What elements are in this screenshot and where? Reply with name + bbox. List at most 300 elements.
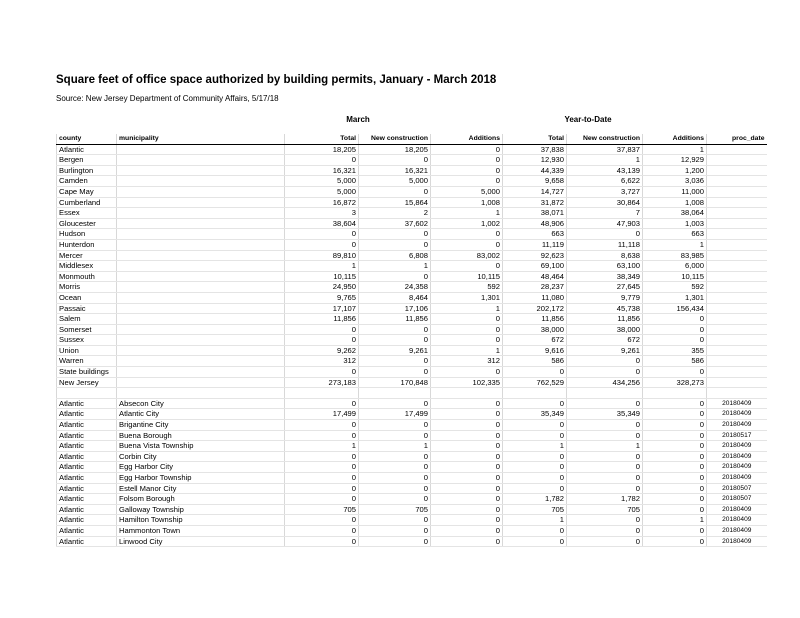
table-row xyxy=(57,239,767,250)
cell-municipality xyxy=(117,345,285,356)
cell-march-total: 1 xyxy=(285,441,359,452)
cell-march-new: 0 xyxy=(359,451,431,462)
cell-march-additions: 0 xyxy=(431,420,503,431)
cell-march-additions: 0 xyxy=(431,515,503,526)
cell-march-additions: 0 xyxy=(431,409,503,420)
cell-county: Warren xyxy=(57,356,117,367)
cell-march-total: 5,000 xyxy=(285,176,359,187)
cell-march-new: 0 xyxy=(359,430,431,441)
cell-proc-date: 20180409 xyxy=(707,536,767,547)
cell-ytd-new: 1,782 xyxy=(567,494,643,505)
cell-ytd-additions: 0 xyxy=(643,324,707,335)
cell-ytd-additions: 0 xyxy=(643,483,707,494)
cell-ytd-additions: 0 xyxy=(643,367,707,378)
spacer-cell xyxy=(117,388,285,399)
cell-march-new: 170,848 xyxy=(359,377,431,388)
table-body xyxy=(57,144,767,547)
cell-ytd-total: 48,464 xyxy=(503,271,567,282)
cell-march-new: 8,464 xyxy=(359,292,431,303)
cell-march-additions: 0 xyxy=(431,165,503,176)
cell-ytd-total: 11,856 xyxy=(503,314,567,325)
table-row xyxy=(57,144,767,155)
cell-ytd-total: 28,237 xyxy=(503,282,567,293)
cell-municipality: Estell Manor City xyxy=(117,483,285,494)
cell-march-total: 16,872 xyxy=(285,197,359,208)
cell-march-total: 38,604 xyxy=(285,218,359,229)
cell-ytd-new: 7 xyxy=(567,208,643,219)
cell-ytd-additions: 0 xyxy=(643,462,707,473)
cell-march-new: 0 xyxy=(359,229,431,240)
table-row xyxy=(57,536,767,547)
cell-ytd-additions: 83,985 xyxy=(643,250,707,261)
cell-proc-date xyxy=(707,292,767,303)
table-row xyxy=(57,525,767,536)
cell-march-new: 6,808 xyxy=(359,250,431,261)
table-row xyxy=(57,345,767,356)
cell-ytd-total: 0 xyxy=(503,473,567,484)
cell-march-new: 0 xyxy=(359,155,431,166)
table-row xyxy=(57,377,767,388)
table-row xyxy=(57,483,767,494)
cell-march-total: 17,499 xyxy=(285,409,359,420)
cell-county: Atlantic xyxy=(57,430,117,441)
table-row xyxy=(57,430,767,441)
cell-municipality xyxy=(117,239,285,250)
col-ytd-additions: Additions xyxy=(643,134,707,144)
cell-ytd-total: 0 xyxy=(503,398,567,409)
cell-ytd-total: 35,349 xyxy=(503,409,567,420)
cell-ytd-total: 48,906 xyxy=(503,218,567,229)
cell-proc-date: 20180409 xyxy=(707,473,767,484)
cell-ytd-additions: 1 xyxy=(643,144,707,155)
cell-county: Gloucester xyxy=(57,218,117,229)
cell-county: Camden xyxy=(57,176,117,187)
cell-ytd-total: 0 xyxy=(503,367,567,378)
cell-march-additions: 0 xyxy=(431,314,503,325)
cell-ytd-new: 0 xyxy=(567,420,643,431)
table-row xyxy=(57,335,767,346)
cell-proc-date: 20180507 xyxy=(707,494,767,505)
cell-march-new: 0 xyxy=(359,473,431,484)
cell-march-total: 0 xyxy=(285,229,359,240)
cell-march-additions: 0 xyxy=(431,324,503,335)
cell-ytd-new: 38,000 xyxy=(567,324,643,335)
cell-march-new: 2 xyxy=(359,208,431,219)
spacer-cell xyxy=(643,388,707,399)
cell-ytd-new: 47,903 xyxy=(567,218,643,229)
table-row xyxy=(57,282,767,293)
cell-march-total: 11,856 xyxy=(285,314,359,325)
col-ytd-new: New construction xyxy=(567,134,643,144)
col-march-additions: Additions xyxy=(431,134,503,144)
cell-march-total: 0 xyxy=(285,239,359,250)
cell-proc-date xyxy=(707,165,767,176)
cell-municipality xyxy=(117,314,285,325)
cell-march-total: 89,810 xyxy=(285,250,359,261)
cell-proc-date xyxy=(707,250,767,261)
cell-municipality xyxy=(117,356,285,367)
cell-march-new: 17,499 xyxy=(359,409,431,420)
cell-ytd-new: 9,261 xyxy=(567,345,643,356)
cell-proc-date xyxy=(707,335,767,346)
cell-county: Cumberland xyxy=(57,197,117,208)
cell-march-total: 10,115 xyxy=(285,271,359,282)
cell-march-new: 0 xyxy=(359,398,431,409)
cell-ytd-total: 672 xyxy=(503,335,567,346)
cell-march-additions: 0 xyxy=(431,430,503,441)
cell-county: Sussex xyxy=(57,335,117,346)
cell-ytd-new: 45,738 xyxy=(567,303,643,314)
col-march-total: Total xyxy=(285,134,359,144)
table-row xyxy=(57,420,767,431)
cell-ytd-total: 586 xyxy=(503,356,567,367)
cell-ytd-total: 0 xyxy=(503,483,567,494)
table-row xyxy=(57,441,767,452)
cell-municipality: Folsom Borough xyxy=(117,494,285,505)
cell-proc-date: 20180409 xyxy=(707,462,767,473)
cell-ytd-new: 27,645 xyxy=(567,282,643,293)
cell-ytd-new: 672 xyxy=(567,335,643,346)
cell-ytd-additions: 0 xyxy=(643,504,707,515)
cell-ytd-new: 0 xyxy=(567,367,643,378)
cell-march-new: 0 xyxy=(359,525,431,536)
cell-ytd-additions: 1 xyxy=(643,239,707,250)
cell-county: Atlantic xyxy=(57,420,117,431)
cell-municipality xyxy=(117,144,285,155)
cell-ytd-total: 11,080 xyxy=(503,292,567,303)
cell-proc-date: 20180409 xyxy=(707,409,767,420)
cell-county: Monmouth xyxy=(57,271,117,282)
cell-ytd-total: 44,339 xyxy=(503,165,567,176)
table-row xyxy=(57,155,767,166)
table-row xyxy=(57,367,767,378)
cell-march-total: 17,107 xyxy=(285,303,359,314)
cell-ytd-additions: 0 xyxy=(643,398,707,409)
cell-ytd-new: 0 xyxy=(567,229,643,240)
cell-march-additions: 5,000 xyxy=(431,186,503,197)
table-row xyxy=(57,208,767,219)
cell-march-additions: 10,115 xyxy=(431,271,503,282)
cell-ytd-total: 9,616 xyxy=(503,345,567,356)
cell-ytd-additions: 328,273 xyxy=(643,377,707,388)
cell-ytd-additions: 0 xyxy=(643,525,707,536)
table-row xyxy=(57,314,767,325)
cell-ytd-total: 12,930 xyxy=(503,155,567,166)
cell-proc-date xyxy=(707,144,767,155)
cell-ytd-additions: 11,000 xyxy=(643,186,707,197)
cell-ytd-total: 9,658 xyxy=(503,176,567,187)
cell-ytd-new: 434,256 xyxy=(567,377,643,388)
march-group-header: March xyxy=(346,115,370,124)
cell-county: Hunterdon xyxy=(57,239,117,250)
cell-ytd-new: 11,118 xyxy=(567,239,643,250)
cell-ytd-additions: 1,003 xyxy=(643,218,707,229)
ytd-group-header: Year-to-Date xyxy=(564,115,612,124)
cell-march-new: 0 xyxy=(359,420,431,431)
cell-march-additions: 312 xyxy=(431,356,503,367)
cell-proc-date: 20180409 xyxy=(707,441,767,452)
cell-ytd-additions: 3,036 xyxy=(643,176,707,187)
cell-march-total: 312 xyxy=(285,356,359,367)
cell-ytd-new: 705 xyxy=(567,504,643,515)
cell-ytd-total: 0 xyxy=(503,430,567,441)
cell-municipality: Linwood City xyxy=(117,536,285,547)
table-row xyxy=(57,218,767,229)
cell-march-additions: 0 xyxy=(431,504,503,515)
cell-ytd-new: 63,100 xyxy=(567,261,643,272)
table-row xyxy=(57,176,767,187)
cell-county: Atlantic xyxy=(57,536,117,547)
cell-ytd-additions: 0 xyxy=(643,409,707,420)
cell-county: Atlantic xyxy=(57,494,117,505)
col-proc-date: proc_date xyxy=(707,134,767,144)
cell-county: Atlantic xyxy=(57,144,117,155)
cell-municipality xyxy=(117,165,285,176)
cell-march-total: 0 xyxy=(285,462,359,473)
cell-ytd-new: 43,139 xyxy=(567,165,643,176)
cell-municipality xyxy=(117,229,285,240)
cell-march-new: 0 xyxy=(359,483,431,494)
col-march-new: New construction xyxy=(359,134,431,144)
table-row xyxy=(57,356,767,367)
cell-municipality: Hammonton Town xyxy=(117,525,285,536)
cell-ytd-additions: 10,115 xyxy=(643,271,707,282)
cell-march-total: 0 xyxy=(285,525,359,536)
cell-march-total: 705 xyxy=(285,504,359,515)
col-ytd-total: Total xyxy=(503,134,567,144)
cell-march-total: 9,765 xyxy=(285,292,359,303)
cell-county: Passaic xyxy=(57,303,117,314)
table-row xyxy=(57,451,767,462)
cell-ytd-total: 0 xyxy=(503,451,567,462)
cell-ytd-total: 92,623 xyxy=(503,250,567,261)
cell-ytd-new: 0 xyxy=(567,356,643,367)
cell-proc-date xyxy=(707,186,767,197)
header-row xyxy=(57,134,767,144)
col-municipality: municipality xyxy=(117,134,285,144)
cell-march-additions: 1,301 xyxy=(431,292,503,303)
cell-ytd-additions: 38,064 xyxy=(643,208,707,219)
cell-ytd-total: 38,071 xyxy=(503,208,567,219)
cell-ytd-additions: 0 xyxy=(643,494,707,505)
cell-march-total: 0 xyxy=(285,473,359,484)
cell-march-new: 0 xyxy=(359,515,431,526)
cell-march-additions: 0 xyxy=(431,367,503,378)
cell-municipality: Corbin City xyxy=(117,451,285,462)
cell-county: Hudson xyxy=(57,229,117,240)
cell-march-additions: 0 xyxy=(431,441,503,452)
cell-county: Atlantic xyxy=(57,504,117,515)
cell-march-new: 5,000 xyxy=(359,176,431,187)
cell-proc-date: 20180409 xyxy=(707,420,767,431)
table-row xyxy=(57,504,767,515)
cell-municipality: Egg Harbor City xyxy=(117,462,285,473)
cell-county: Atlantic xyxy=(57,398,117,409)
cell-proc-date xyxy=(707,218,767,229)
cell-march-additions: 0 xyxy=(431,144,503,155)
cell-march-total: 0 xyxy=(285,536,359,547)
cell-march-total: 0 xyxy=(285,483,359,494)
cell-march-new: 0 xyxy=(359,271,431,282)
cell-march-total: 18,205 xyxy=(285,144,359,155)
cell-proc-date xyxy=(707,229,767,240)
cell-march-new: 0 xyxy=(359,335,431,346)
cell-march-new: 37,602 xyxy=(359,218,431,229)
cell-municipality xyxy=(117,377,285,388)
cell-march-additions: 592 xyxy=(431,282,503,293)
cell-municipality xyxy=(117,250,285,261)
cell-proc-date xyxy=(707,261,767,272)
cell-proc-date xyxy=(707,239,767,250)
cell-proc-date xyxy=(707,303,767,314)
cell-municipality: Galloway Township xyxy=(117,504,285,515)
cell-proc-date: 20180409 xyxy=(707,525,767,536)
spacer-cell xyxy=(359,388,431,399)
cell-ytd-additions: 0 xyxy=(643,420,707,431)
cell-ytd-new: 0 xyxy=(567,483,643,494)
cell-municipality xyxy=(117,208,285,219)
cell-municipality: Atlantic City xyxy=(117,409,285,420)
cell-ytd-new: 0 xyxy=(567,462,643,473)
table-row xyxy=(57,197,767,208)
cell-march-new: 1 xyxy=(359,261,431,272)
table-row xyxy=(57,186,767,197)
cell-march-additions: 102,335 xyxy=(431,377,503,388)
col-county: county xyxy=(57,134,117,144)
cell-county: Cape May xyxy=(57,186,117,197)
table-row xyxy=(57,409,767,420)
cell-county: State buildings xyxy=(57,367,117,378)
cell-county: Essex xyxy=(57,208,117,219)
report-title: Square feet of office space authorized by building permits, January - March 2018 xyxy=(56,74,497,86)
cell-county: Salem xyxy=(57,314,117,325)
cell-march-new: 1 xyxy=(359,441,431,452)
cell-march-new: 15,864 xyxy=(359,197,431,208)
cell-march-additions: 0 xyxy=(431,176,503,187)
cell-march-additions: 0 xyxy=(431,462,503,473)
cell-proc-date xyxy=(707,197,767,208)
cell-ytd-total: 14,727 xyxy=(503,186,567,197)
spacer-cell xyxy=(57,388,117,399)
cell-march-additions: 0 xyxy=(431,473,503,484)
spacer-cell xyxy=(285,388,359,399)
cell-march-total: 0 xyxy=(285,155,359,166)
cell-ytd-total: 0 xyxy=(503,420,567,431)
cell-county: Middlesex xyxy=(57,261,117,272)
cell-proc-date: 20180507 xyxy=(707,483,767,494)
cell-county: Morris xyxy=(57,282,117,293)
cell-ytd-additions: 1,008 xyxy=(643,197,707,208)
cell-ytd-additions: 592 xyxy=(643,282,707,293)
cell-ytd-total: 762,529 xyxy=(503,377,567,388)
cell-proc-date: 20180409 xyxy=(707,515,767,526)
cell-march-total: 0 xyxy=(285,324,359,335)
cell-county: Atlantic xyxy=(57,473,117,484)
cell-march-total: 0 xyxy=(285,515,359,526)
cell-march-total: 0 xyxy=(285,430,359,441)
cell-march-new: 0 xyxy=(359,356,431,367)
cell-ytd-total: 0 xyxy=(503,462,567,473)
cell-ytd-new: 0 xyxy=(567,536,643,547)
cell-march-new: 0 xyxy=(359,239,431,250)
cell-ytd-new: 38,349 xyxy=(567,271,643,282)
cell-ytd-new: 11,856 xyxy=(567,314,643,325)
cell-municipality xyxy=(117,155,285,166)
cell-march-total: 0 xyxy=(285,451,359,462)
cell-proc-date: 20180409 xyxy=(707,504,767,515)
cell-march-additions: 0 xyxy=(431,525,503,536)
cell-march-total: 0 xyxy=(285,494,359,505)
cell-ytd-additions: 0 xyxy=(643,441,707,452)
cell-march-additions: 1,002 xyxy=(431,218,503,229)
cell-county: Atlantic xyxy=(57,462,117,473)
cell-ytd-total: 31,872 xyxy=(503,197,567,208)
spacer-cell xyxy=(567,388,643,399)
table-row xyxy=(57,324,767,335)
cell-proc-date xyxy=(707,314,767,325)
source-note: Source: New Jersey Department of Community Affairs, 5/17/18 xyxy=(56,94,279,103)
cell-municipality xyxy=(117,367,285,378)
cell-march-additions: 0 xyxy=(431,261,503,272)
cell-ytd-additions: 663 xyxy=(643,229,707,240)
cell-proc-date xyxy=(707,176,767,187)
cell-ytd-total: 1 xyxy=(503,515,567,526)
cell-march-total: 0 xyxy=(285,335,359,346)
cell-county: Atlantic xyxy=(57,483,117,494)
table-row xyxy=(57,292,767,303)
cell-march-additions: 1 xyxy=(431,345,503,356)
cell-proc-date xyxy=(707,155,767,166)
cell-march-new: 9,261 xyxy=(359,345,431,356)
cell-ytd-additions: 12,929 xyxy=(643,155,707,166)
cell-march-new: 11,856 xyxy=(359,314,431,325)
cell-ytd-total: 0 xyxy=(503,525,567,536)
cell-proc-date xyxy=(707,367,767,378)
table-row xyxy=(57,462,767,473)
cell-proc-date xyxy=(707,324,767,335)
cell-municipality xyxy=(117,282,285,293)
cell-march-total: 24,950 xyxy=(285,282,359,293)
cell-march-new: 0 xyxy=(359,324,431,335)
cell-march-new: 24,358 xyxy=(359,282,431,293)
cell-municipality: Buena Vista Township xyxy=(117,441,285,452)
cell-municipality xyxy=(117,303,285,314)
cell-ytd-new: 30,864 xyxy=(567,197,643,208)
cell-march-additions: 0 xyxy=(431,229,503,240)
cell-march-new: 16,321 xyxy=(359,165,431,176)
cell-march-additions: 0 xyxy=(431,239,503,250)
cell-ytd-new: 0 xyxy=(567,398,643,409)
cell-march-additions: 0 xyxy=(431,494,503,505)
cell-march-new: 0 xyxy=(359,367,431,378)
cell-proc-date: 20180409 xyxy=(707,451,767,462)
cell-proc-date xyxy=(707,208,767,219)
table-row xyxy=(57,165,767,176)
cell-ytd-additions: 0 xyxy=(643,451,707,462)
cell-county: New Jersey xyxy=(57,377,117,388)
cell-ytd-new: 0 xyxy=(567,451,643,462)
cell-march-new: 705 xyxy=(359,504,431,515)
cell-ytd-new: 6,622 xyxy=(567,176,643,187)
cell-march-new: 18,205 xyxy=(359,144,431,155)
cell-county: Bergen xyxy=(57,155,117,166)
cell-march-total: 16,321 xyxy=(285,165,359,176)
cell-march-total: 3 xyxy=(285,208,359,219)
cell-ytd-additions: 355 xyxy=(643,345,707,356)
cell-ytd-new: 1 xyxy=(567,155,643,166)
cell-ytd-new: 9,779 xyxy=(567,292,643,303)
cell-ytd-new: 0 xyxy=(567,473,643,484)
